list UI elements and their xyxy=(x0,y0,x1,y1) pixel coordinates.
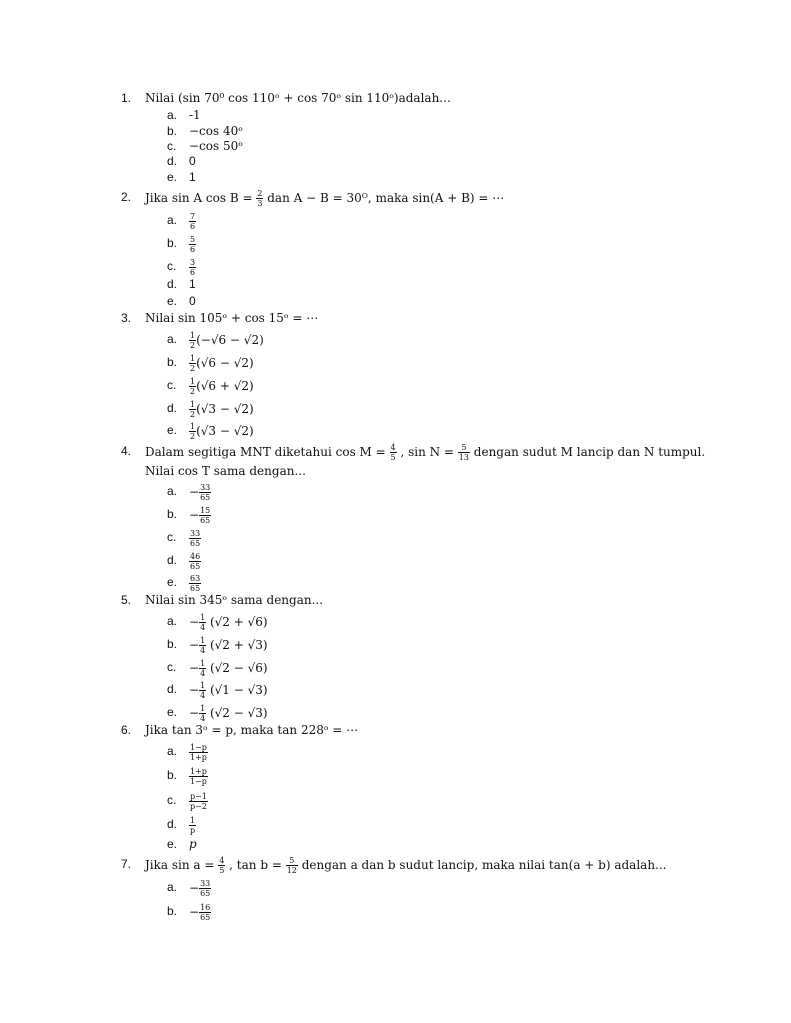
option-expression: (√2 + √6) xyxy=(206,615,268,629)
prompt-part: , tan b = xyxy=(225,858,286,872)
option-text xyxy=(189,613,268,632)
numerator: 1 xyxy=(190,354,196,363)
denominator: 65 xyxy=(200,889,211,898)
denominator: 6 xyxy=(190,222,196,231)
option-label: b. xyxy=(167,355,178,369)
numerator: 7 xyxy=(190,212,196,221)
option-text xyxy=(189,212,196,231)
denominator: 12 xyxy=(286,866,297,875)
numerator: 1 xyxy=(200,659,206,668)
option-text xyxy=(189,704,268,723)
denominator: 1+p xyxy=(190,753,207,762)
fraction xyxy=(189,816,196,835)
option-expression: (√6 − √2) xyxy=(196,356,254,370)
option-label: d. xyxy=(167,401,178,415)
fraction xyxy=(189,552,201,571)
numerator: 1−p xyxy=(190,743,207,752)
option-label: b. xyxy=(167,904,178,918)
option-label: b. xyxy=(167,236,178,250)
option-label: d. xyxy=(167,682,178,696)
numerator: 33 xyxy=(200,879,211,888)
numerator: 1+p xyxy=(190,767,207,776)
option-label: a. xyxy=(167,213,178,227)
option-expression: (√2 − √3) xyxy=(206,706,268,720)
question-prompt xyxy=(145,856,667,875)
fraction xyxy=(199,483,211,502)
option-label: a. xyxy=(167,880,178,894)
prompt-part: , sin N = xyxy=(396,445,458,459)
option-label: d. xyxy=(167,553,178,567)
denominator: 2 xyxy=(190,341,196,350)
question-prompt: Jika tan 3ᵒ = p, maka tan 228ᵒ = ⋯ xyxy=(145,723,359,737)
fraction xyxy=(189,574,201,593)
option-text xyxy=(189,792,208,811)
option-text xyxy=(189,258,196,277)
numerator: 5 xyxy=(286,856,298,866)
option-text xyxy=(189,483,211,502)
prompt-part: dan A − B = 30ᴼ, maka sin(A + B) = ⋯ xyxy=(263,191,505,205)
fraction xyxy=(189,212,196,231)
option-label: c. xyxy=(167,139,177,153)
option-expression: (√3 − √2) xyxy=(196,402,254,416)
numerator: 33 xyxy=(200,483,211,492)
option-label: b. xyxy=(167,124,178,138)
denominator: 65 xyxy=(190,584,201,593)
option-text: 0 xyxy=(189,294,196,308)
numerator: 46 xyxy=(190,552,201,561)
numerator: 16 xyxy=(200,903,211,912)
numerator: 1 xyxy=(200,636,206,645)
minus-sign: − xyxy=(189,683,200,697)
option-text xyxy=(189,681,268,700)
denominator: 6 xyxy=(190,245,196,254)
option-label: e. xyxy=(167,170,178,184)
denominator: 65 xyxy=(190,539,201,548)
question-number: 5. xyxy=(121,593,132,607)
option-text xyxy=(189,422,254,441)
option-text xyxy=(189,659,268,678)
numerator: 5 xyxy=(458,443,470,453)
option-label: e. xyxy=(167,294,178,308)
minus-sign: − xyxy=(189,706,200,720)
option-label: c. xyxy=(167,259,177,273)
option-label: e. xyxy=(167,575,178,589)
denominator: 5 xyxy=(390,453,396,462)
question-prompt xyxy=(145,189,504,208)
option-text: 1 xyxy=(189,277,196,291)
denominator: 65 xyxy=(200,516,211,525)
option-text xyxy=(189,400,254,419)
question-prompt xyxy=(145,443,705,462)
denominator: 4 xyxy=(200,623,206,632)
minus-sign: − xyxy=(189,485,200,499)
question-prompt: Nilai (sin 70⁰ cos 110ᵒ + cos 70ᵒ sin 110ᵒ)adalah... xyxy=(145,91,451,105)
denominator: 4 xyxy=(200,646,206,655)
option-text xyxy=(189,816,196,835)
option-label: e. xyxy=(167,423,178,437)
option-label: c. xyxy=(167,530,177,544)
numerator: p−1 xyxy=(190,792,207,801)
option-label: a. xyxy=(167,332,178,346)
denominator: 2 xyxy=(190,387,196,396)
fraction xyxy=(189,529,201,548)
denominator: 2 xyxy=(190,364,196,373)
option-text xyxy=(189,377,254,396)
fraction xyxy=(286,856,298,875)
numerator: 4 xyxy=(390,443,396,452)
option-label: d. xyxy=(167,277,178,291)
option-text xyxy=(189,767,208,786)
question-prompt-continued: Nilai cos T sama dengan... xyxy=(145,464,306,478)
option-text xyxy=(189,636,268,655)
fraction xyxy=(189,767,208,786)
denominator: 4 xyxy=(200,669,206,678)
option-text: p xyxy=(189,837,197,851)
minus-sign: − xyxy=(189,881,200,895)
fraction xyxy=(189,743,208,762)
option-label: d. xyxy=(167,817,178,831)
prompt-part: Dalam segitiga MNT diketahui cos M = xyxy=(145,445,390,459)
option-expression: (√1 − √3) xyxy=(206,683,268,697)
denominator: 13 xyxy=(458,453,469,462)
question-number: 6. xyxy=(121,723,132,737)
option-label: b. xyxy=(167,507,178,521)
numerator: 1 xyxy=(190,816,196,825)
question-number: 4. xyxy=(121,444,132,458)
numerator: 3 xyxy=(190,258,196,267)
fraction xyxy=(189,258,196,277)
option-label: c. xyxy=(167,378,177,392)
option-label: a. xyxy=(167,108,178,122)
fraction xyxy=(199,879,211,898)
denominator: 65 xyxy=(200,913,211,922)
numerator: 1 xyxy=(200,613,206,622)
option-text xyxy=(189,574,201,593)
option-label: a. xyxy=(167,484,178,498)
option-label: e. xyxy=(167,837,178,851)
option-text xyxy=(189,354,254,373)
option-expression: (−√6 − √2) xyxy=(196,333,264,347)
option-label: a. xyxy=(167,744,178,758)
option-text xyxy=(189,903,211,922)
option-text xyxy=(189,552,201,571)
fraction xyxy=(199,903,211,922)
option-text: −cos 40ᵒ xyxy=(189,124,243,138)
question-number: 7. xyxy=(121,857,132,871)
denominator: 65 xyxy=(190,562,201,571)
option-label: b. xyxy=(167,768,178,782)
option-text xyxy=(189,879,211,898)
question-number: 1. xyxy=(121,91,132,105)
option-label: c. xyxy=(167,660,177,674)
numerator: 1 xyxy=(190,400,196,409)
numerator: 1 xyxy=(190,331,196,340)
numerator: 63 xyxy=(190,574,201,583)
minus-sign: − xyxy=(189,615,200,629)
option-text: 0 xyxy=(189,154,196,168)
denominator: 4 xyxy=(200,691,206,700)
option-text xyxy=(189,235,196,254)
question-number: 2. xyxy=(121,190,132,204)
denominator: 65 xyxy=(200,493,211,502)
denominator: 3 xyxy=(257,199,263,208)
option-text xyxy=(189,331,264,350)
option-expression: (√6 + √2) xyxy=(196,379,254,393)
option-label: a. xyxy=(167,614,178,628)
fraction xyxy=(189,235,196,254)
denominator: 4 xyxy=(200,714,206,723)
option-expression: (√2 − √6) xyxy=(206,661,268,675)
denominator: 6 xyxy=(190,268,196,277)
option-text xyxy=(189,506,211,525)
option-text: −cos 50ᵒ xyxy=(189,139,243,153)
fraction xyxy=(390,443,397,462)
minus-sign: − xyxy=(189,905,200,919)
numerator: 1 xyxy=(200,704,206,713)
option-expression: (√3 − √2) xyxy=(196,424,254,438)
denominator: 5 xyxy=(219,866,225,875)
option-text: 1 xyxy=(189,170,196,184)
option-text: -1 xyxy=(189,108,201,122)
minus-sign: − xyxy=(189,661,200,675)
minus-sign: − xyxy=(189,638,200,652)
option-text xyxy=(189,529,201,548)
question-prompt: Nilai sin 105ᵒ + cos 15ᵒ = ⋯ xyxy=(145,311,319,325)
question-prompt: Nilai sin 345ᵒ sama dengan... xyxy=(145,593,324,607)
prompt-part: dengan sudut M lancip dan N tumpul. xyxy=(469,445,706,459)
numerator: 1 xyxy=(190,422,196,431)
denominator: 2 xyxy=(190,410,196,419)
option-label: c. xyxy=(167,793,177,807)
numerator: 33 xyxy=(190,529,201,538)
option-text xyxy=(189,743,208,762)
option-label: b. xyxy=(167,637,178,651)
prompt-part: Jika sin a = xyxy=(145,858,219,872)
option-label: d. xyxy=(167,154,178,168)
option-expression: (√2 + √3) xyxy=(206,638,268,652)
denominator: 1−p xyxy=(190,777,207,786)
option-label: e. xyxy=(167,705,178,719)
numerator: 15 xyxy=(200,506,211,515)
numerator: 4 xyxy=(219,856,225,865)
prompt-part: Jika sin A cos B = xyxy=(145,191,257,205)
fraction xyxy=(458,443,470,462)
numerator: 1 xyxy=(200,681,206,690)
fraction xyxy=(189,792,208,811)
minus-sign: − xyxy=(189,508,200,522)
numerator: 5 xyxy=(190,235,196,244)
numerator: 1 xyxy=(190,377,196,386)
numerator: 2 xyxy=(257,189,263,198)
question-number: 3. xyxy=(121,311,132,325)
fraction xyxy=(199,506,211,525)
denominator: 2 xyxy=(190,432,196,441)
denominator: p xyxy=(190,826,196,835)
denominator: p−2 xyxy=(190,802,207,811)
prompt-part: dengan a dan b sudut lancip, maka nilai tan(a + b) adalah... xyxy=(297,858,667,872)
